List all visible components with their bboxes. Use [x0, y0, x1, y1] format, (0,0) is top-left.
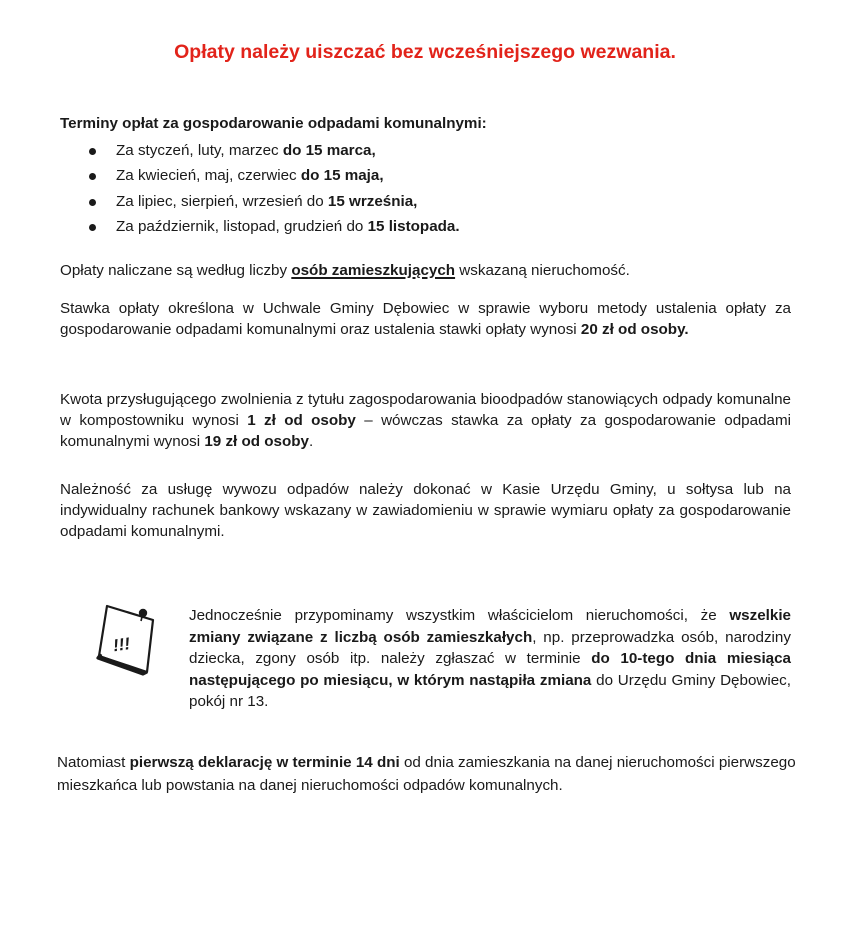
list-item: Za lipiec, sierpień, wrzesień do 15 września,: [60, 189, 760, 214]
declaration-paragraph: Natomiast pierwszą deklarację w terminie 14 dni od dnia zamieszkania na danej nieruchomości pierwszego mieszkańca lub powstania na danej nieruchomości odpadów komunalnych.: [57, 754, 796, 794]
bullet-icon: [89, 148, 96, 155]
deadlines-list: [60, 138, 760, 239]
pinned-note-icon: [93, 598, 159, 678]
residents-paragraph: Opłaty naliczane są według liczby osób zamieszkujących wskazaną nieruchomość.: [60, 262, 630, 279]
rate-paragraph: Stawka opłaty określona w Uchwale Gminy Dębowiec w sprawie wyboru metody ustalenia opłaty za gospodarowanie odpadami komunalnymi oraz ustalenia stawki opłaty wynosi 20 zł od osoby.: [60, 300, 791, 338]
notice-icon-label: !!!: [111, 634, 132, 656]
payment-paragraph: Należność za usługę wywozu odpadów należy dokonać w Kasie Urzędu Gminy, u sołtysa lub na indywidualny rachunek bankowy wskazany w zawiadomieniu w sprawie wymiaru opłaty za gospodarowanie odpadami komunalnymi.: [60, 481, 791, 540]
list-item: Za styczeń, luty, marzec do 15 marca,: [60, 138, 760, 163]
bullet-icon: [89, 173, 96, 180]
list-item: Za kwiecień, maj, czerwiec do 15 maja,: [60, 163, 760, 188]
bullet-icon: [89, 199, 96, 206]
notice-paragraph: Jednocześnie przypominamy wszystkim właścicielom nieruchomości, że wszelkie zmiany związane z liczbą osób zamieszkałych, np. przeprowadzka osób, narodziny dziecka, zgony osób itp. należy zgłaszać w terminie do 10-tego dnia miesiąca następującego po miesiącu, w którym nastąpiła zmiana do Urzędu Gminy Dębowiec, pokój nr 13.: [189, 607, 791, 710]
bullet-icon: [89, 224, 96, 231]
page-title: Opłaty należy uiszczać bez wcześniejszego wezwania.: [174, 41, 676, 63]
exemption-paragraph: Kwota przysługującego zwolnienia z tytułu zagospodarowania bioodpadów stanowiących odpady komunalne w kompostowniku wynosi 1 zł od osoby – wówczas stawka za opłaty za gospodarowanie odpadami komunalnymi wynosi 19 zł od osoby.: [60, 391, 791, 450]
deadlines-heading: Terminy opłat za gospodarowanie odpadami komunalnymi:: [60, 115, 487, 132]
list-item: Za październik, listopad, grudzień do 15 listopada.: [60, 214, 760, 239]
residents-emphasis: osób zamieszkujących: [291, 262, 456, 279]
